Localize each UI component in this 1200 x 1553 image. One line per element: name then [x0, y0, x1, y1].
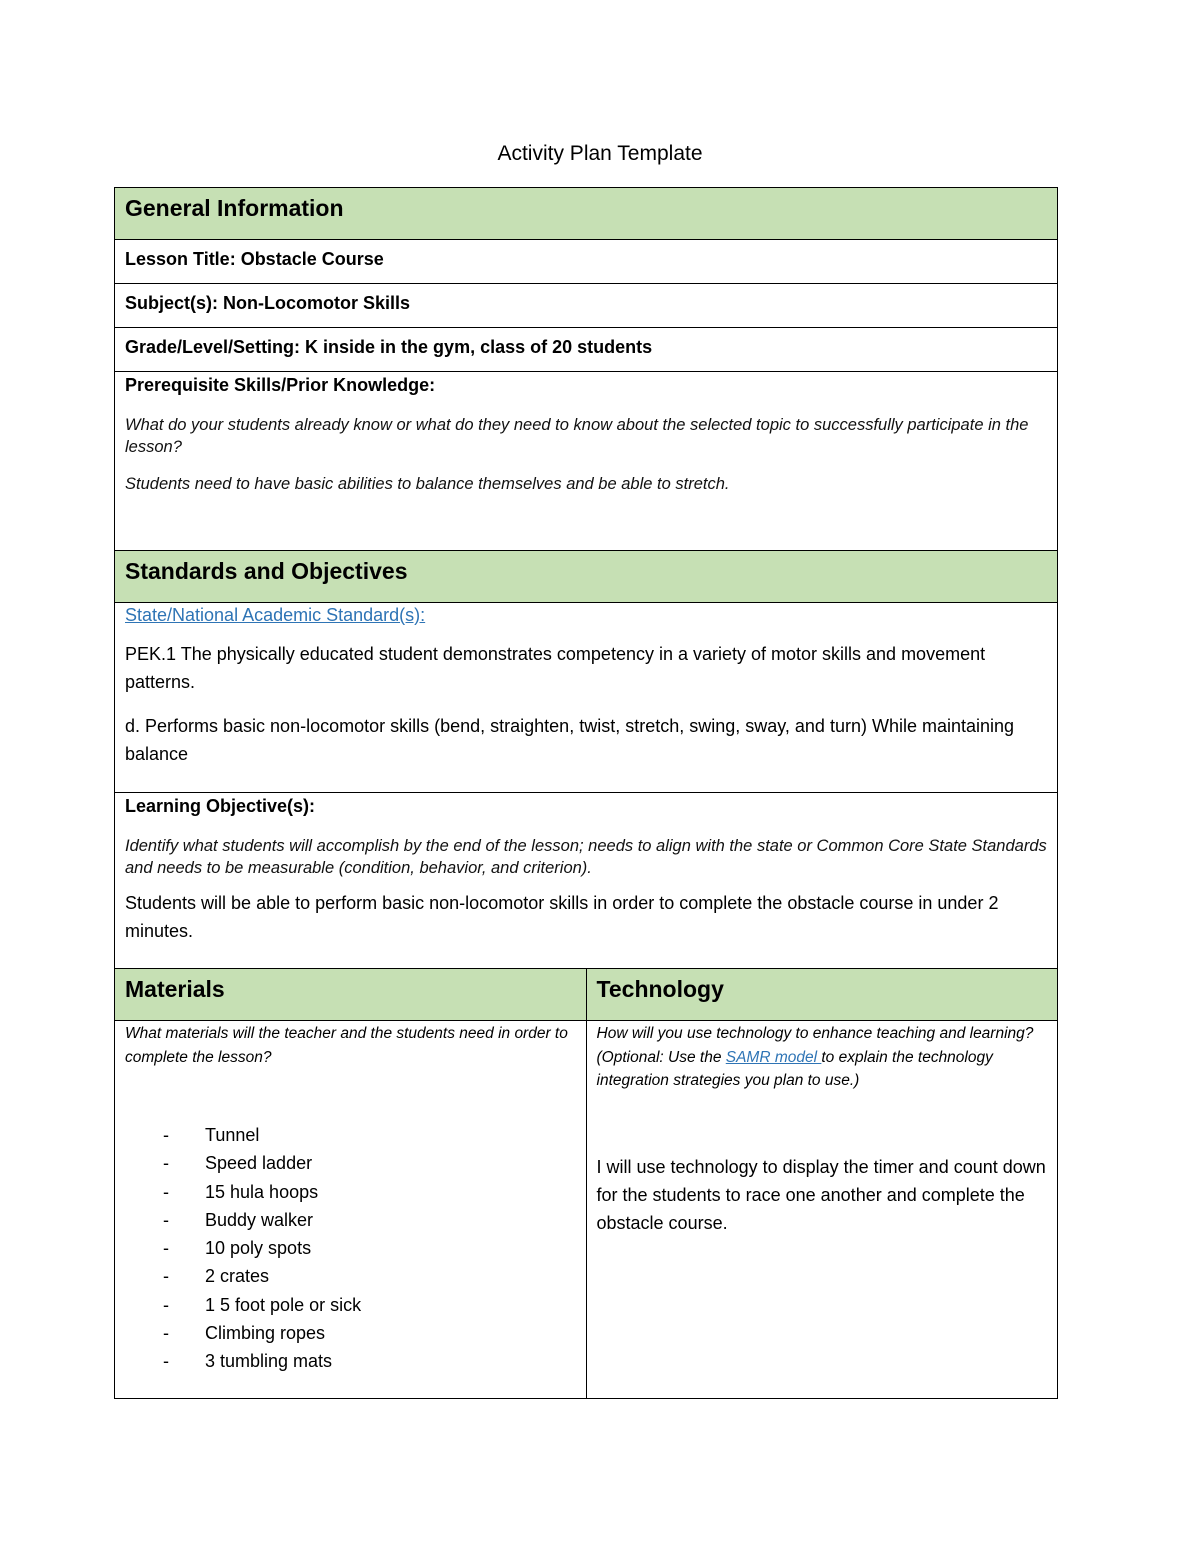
prereq-answer: Students need to have basic abilities to balance themselves and be able to stretch. — [125, 475, 730, 493]
standards-row — [115, 603, 1058, 793]
materials-item: - 3 tumbling mats — [125, 1347, 576, 1375]
materials-item: - 1 5 foot pole or sick — [125, 1291, 576, 1319]
standards-header: Standards and Objectives — [125, 558, 408, 584]
prereq-label: Prerequisite Skills/Prior Knowledge: — [125, 375, 436, 395]
objective-label: Learning Objective(s): — [125, 796, 316, 816]
general-info-header-row — [115, 188, 1058, 240]
subjects-row — [115, 284, 1058, 328]
grade-row — [115, 328, 1058, 372]
materials-item: - Buddy walker — [125, 1206, 576, 1234]
technology-prompt: How will you use technology to enhance teaching and learning? (Optional: Use the SAMR model to explain the technology integration strategies you plan to use.) — [596, 1025, 1034, 1089]
grade-level-setting: Grade/Level/Setting: K inside in the gym, class of 20 students — [125, 337, 653, 357]
materials-header: Materials — [125, 976, 225, 1002]
general-info-header: General Information — [125, 195, 344, 221]
materials-list — [125, 1121, 576, 1376]
standard-pek1: PEK.1 The physically educated student demonstrates competency in a variety of motor skills and movement patterns. — [125, 644, 986, 692]
materials-item: - Speed ladder — [125, 1149, 576, 1177]
technology-answer: I will use technology to display the timer and count down for the students to race one another and complete the obstacle course. — [596, 1156, 1046, 1233]
materials-item: - Tunnel — [125, 1121, 576, 1149]
materials-item: - 15 hula hoops — [125, 1178, 576, 1206]
materials-item: - 2 crates — [125, 1262, 576, 1290]
samr-model-link[interactable]: SAMR model — [725, 1048, 822, 1066]
document-title: Activity Plan Template — [497, 142, 703, 165]
materials-technology-row — [115, 1021, 1058, 1399]
prereq-row — [115, 372, 1058, 551]
materials-prompt: What materials will the teacher and the students need in order to complete the lesson? — [125, 1025, 568, 1066]
objective-row — [115, 793, 1058, 969]
objective-answer: Students will be able to perform basic non-locomotor skills in order to complete the obstacle course in under 2 minutes. — [125, 893, 999, 941]
objective-prompt: Identify what students will accomplish by the end of the lesson; needs to align with the state or Common Core State Standards and needs to be measurable (condition, behavior, and criterion). — [125, 837, 1047, 877]
activity-plan-table — [114, 187, 1058, 1399]
standards-header-row — [115, 551, 1058, 603]
materials-technology-header-row — [115, 969, 1058, 1021]
academic-standards-link[interactable]: State/National Academic Standard(s): — [125, 605, 426, 625]
lesson-title-row — [115, 240, 1058, 284]
lesson-title: Lesson Title: Obstacle Course — [125, 249, 384, 269]
materials-item: - 10 poly spots — [125, 1234, 576, 1262]
prereq-prompt: What do your students already know or what do they need to know about the selected topic to successfully participate in the lesson? — [125, 416, 1029, 456]
technology-header: Technology — [596, 976, 724, 1002]
subjects: Subject(s): Non-Locomotor Skills — [125, 293, 411, 313]
materials-item: - Climbing ropes — [125, 1319, 576, 1347]
standard-d: d. Performs basic non-locomotor skills (bend, straighten, twist, stretch, swing, sway, and turn) While maintaining balance — [125, 716, 1015, 764]
